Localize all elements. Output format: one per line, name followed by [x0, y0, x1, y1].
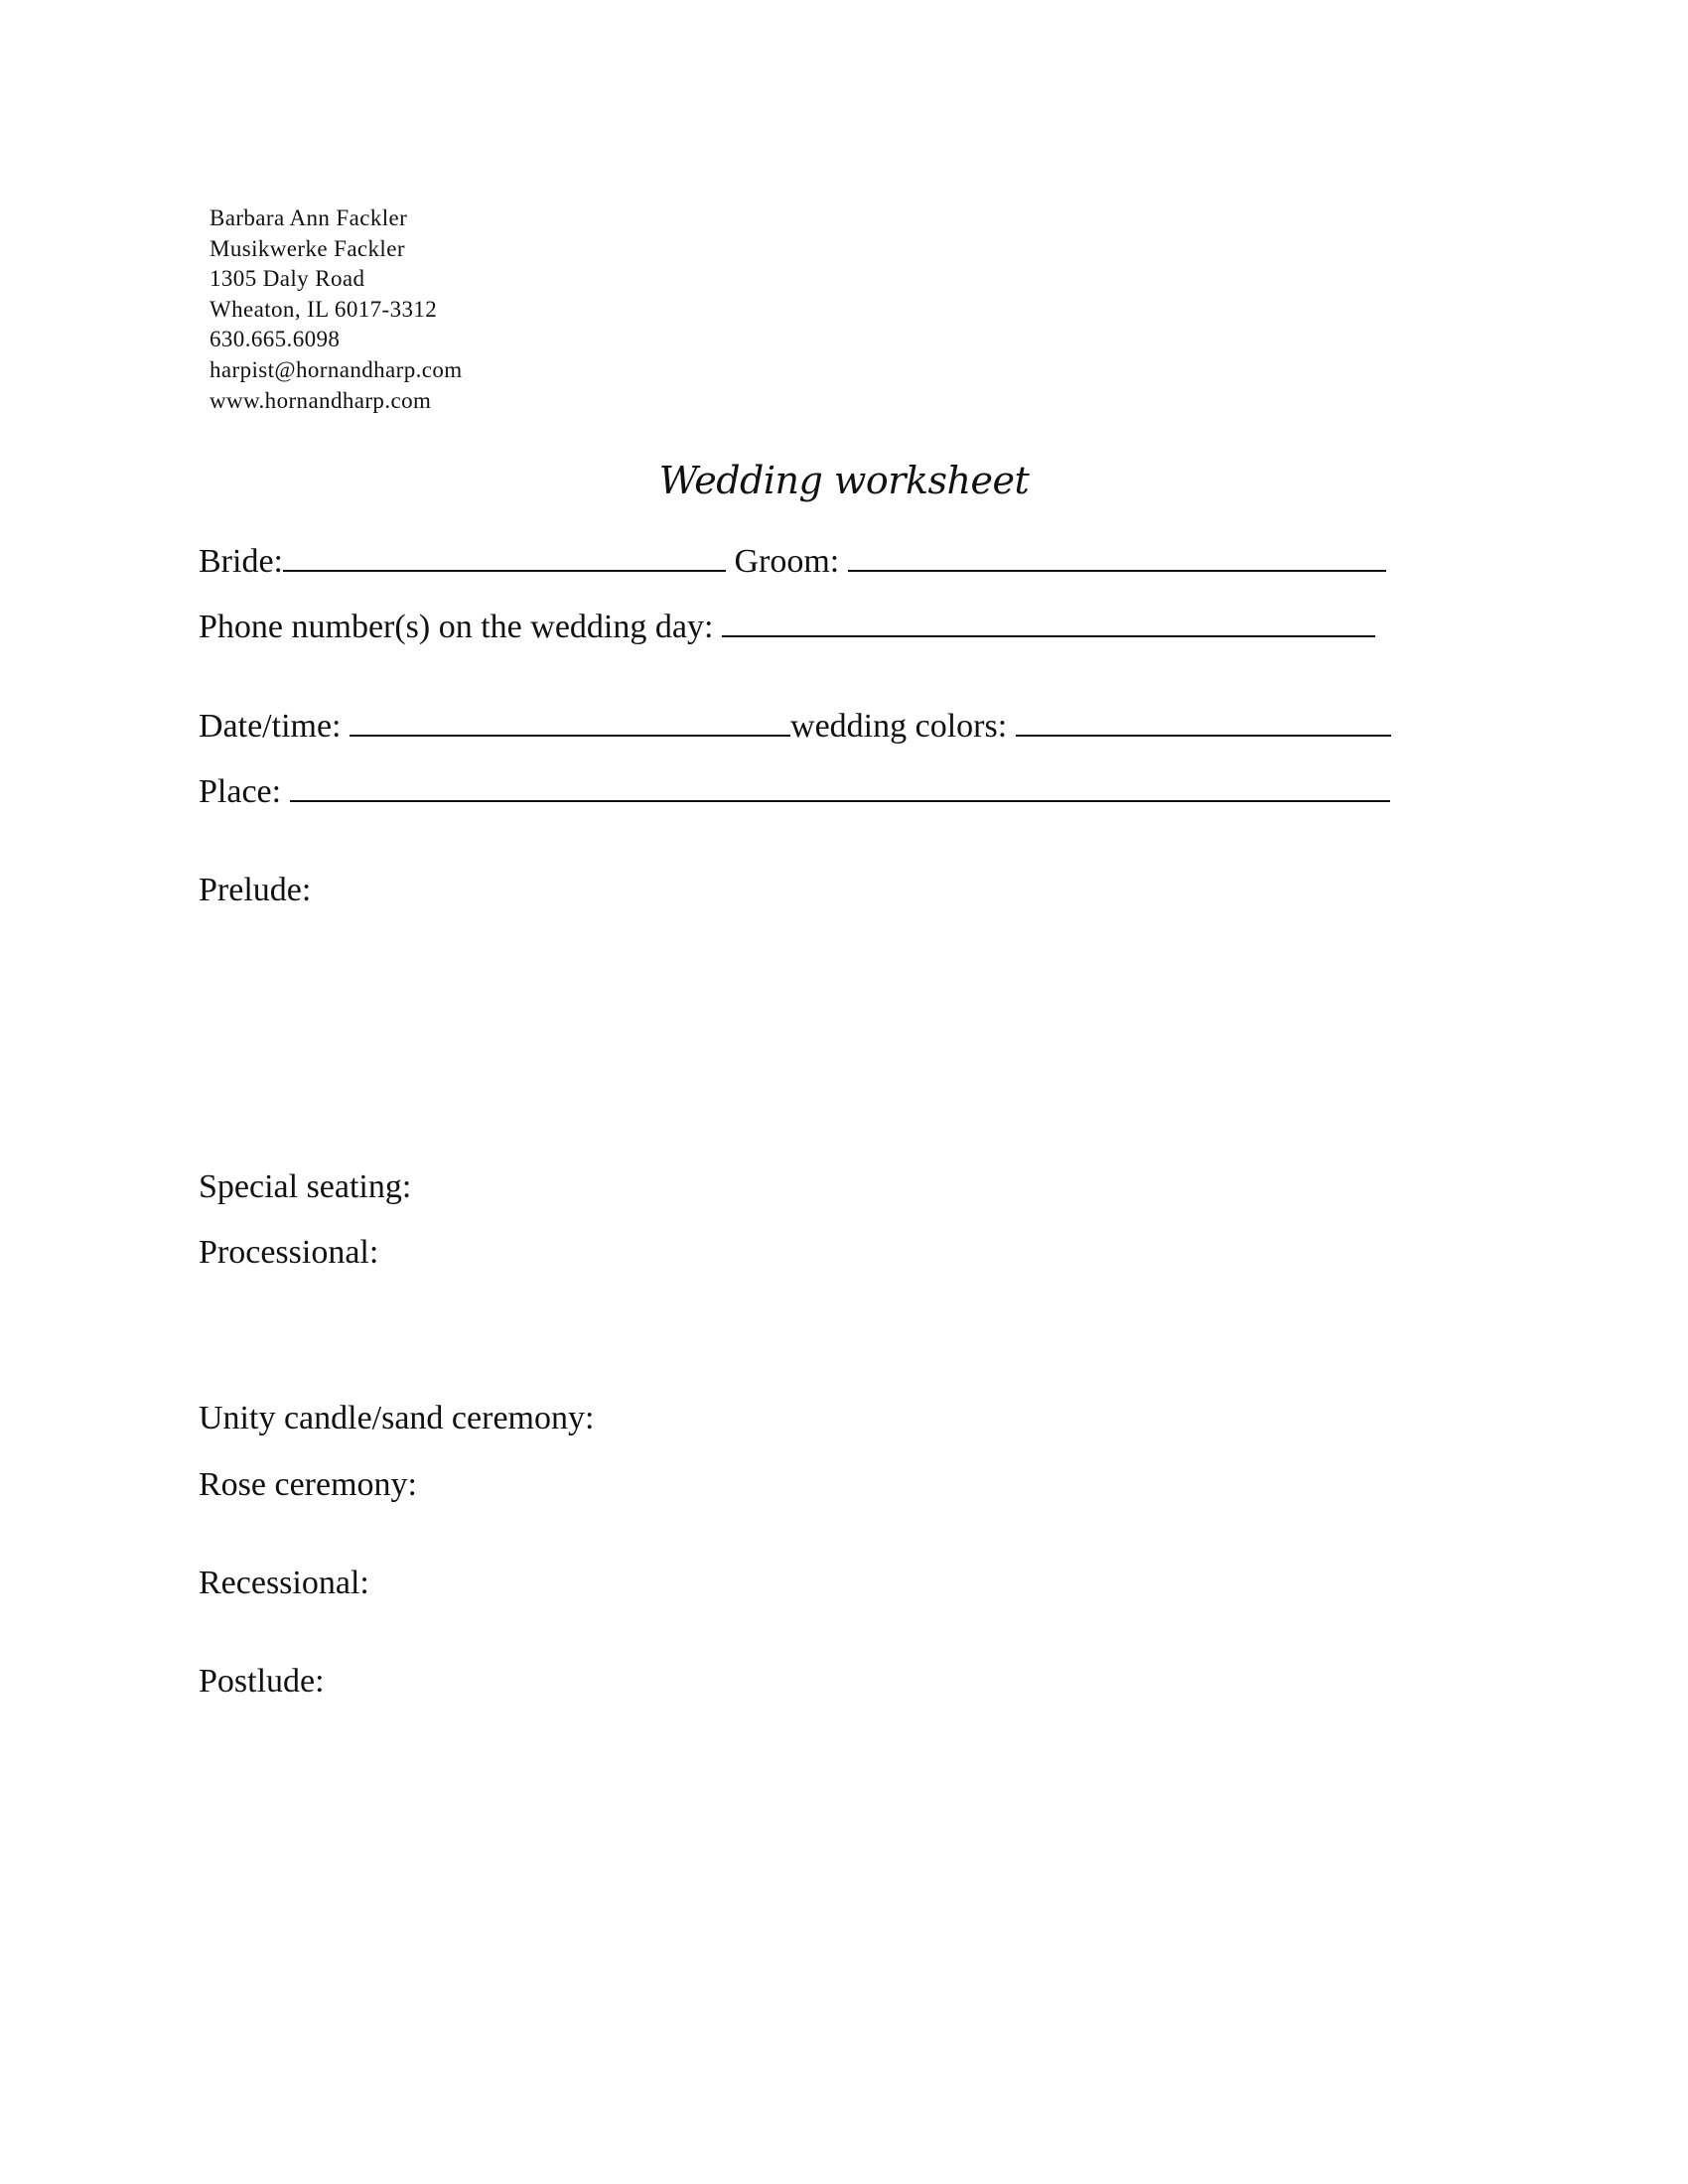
bride-blank[interactable]: [283, 542, 726, 572]
date-time-label: Date/time:: [199, 708, 342, 745]
wedding-colors-label: wedding colors:: [790, 708, 1008, 745]
processional-label: Processional:: [199, 1234, 379, 1271]
recessional-label: Recessional:: [199, 1565, 369, 1601]
rose-ceremony-label: Rose ceremony:: [199, 1466, 417, 1503]
contact-city: Wheaton, IL 6017-3312: [210, 296, 438, 322]
contact-business: Musikwerke Fackler: [210, 235, 405, 261]
contact-header: [210, 204, 463, 416]
place-label: Place:: [199, 773, 282, 810]
date-time-blank[interactable]: [350, 707, 790, 737]
wedding-colors-blank[interactable]: [1016, 707, 1391, 737]
page-title: Wedding worksheet: [658, 459, 1030, 502]
unity-candle-label: Unity candle/sand ceremony:: [199, 1400, 595, 1436]
contact-email: harpist@hornandharp.com: [210, 356, 463, 382]
bride-groom-row: [199, 542, 1386, 582]
prelude-label: Prelude:: [199, 872, 312, 908]
contact-website: www.hornandharp.com: [210, 387, 432, 413]
groom-blank[interactable]: [848, 542, 1386, 572]
special-seating-label: Special seating:: [199, 1168, 412, 1205]
phone-label: Phone number(s) on the wedding day:: [199, 609, 714, 645]
phone-row: [199, 608, 1375, 647]
date-colors-row: [199, 707, 1391, 747]
contact-name: Barbara Ann Fackler: [210, 205, 408, 230]
bride-label: Bride:: [199, 543, 283, 580]
place-row: [199, 772, 1390, 812]
contact-street: 1305 Daly Road: [210, 266, 365, 292]
groom-label: Groom:: [734, 543, 840, 580]
phone-blank[interactable]: [722, 608, 1375, 637]
postlude-label: Postlude:: [199, 1663, 325, 1700]
contact-phone: 630.665.6098: [210, 327, 341, 352]
place-blank[interactable]: [290, 772, 1390, 802]
